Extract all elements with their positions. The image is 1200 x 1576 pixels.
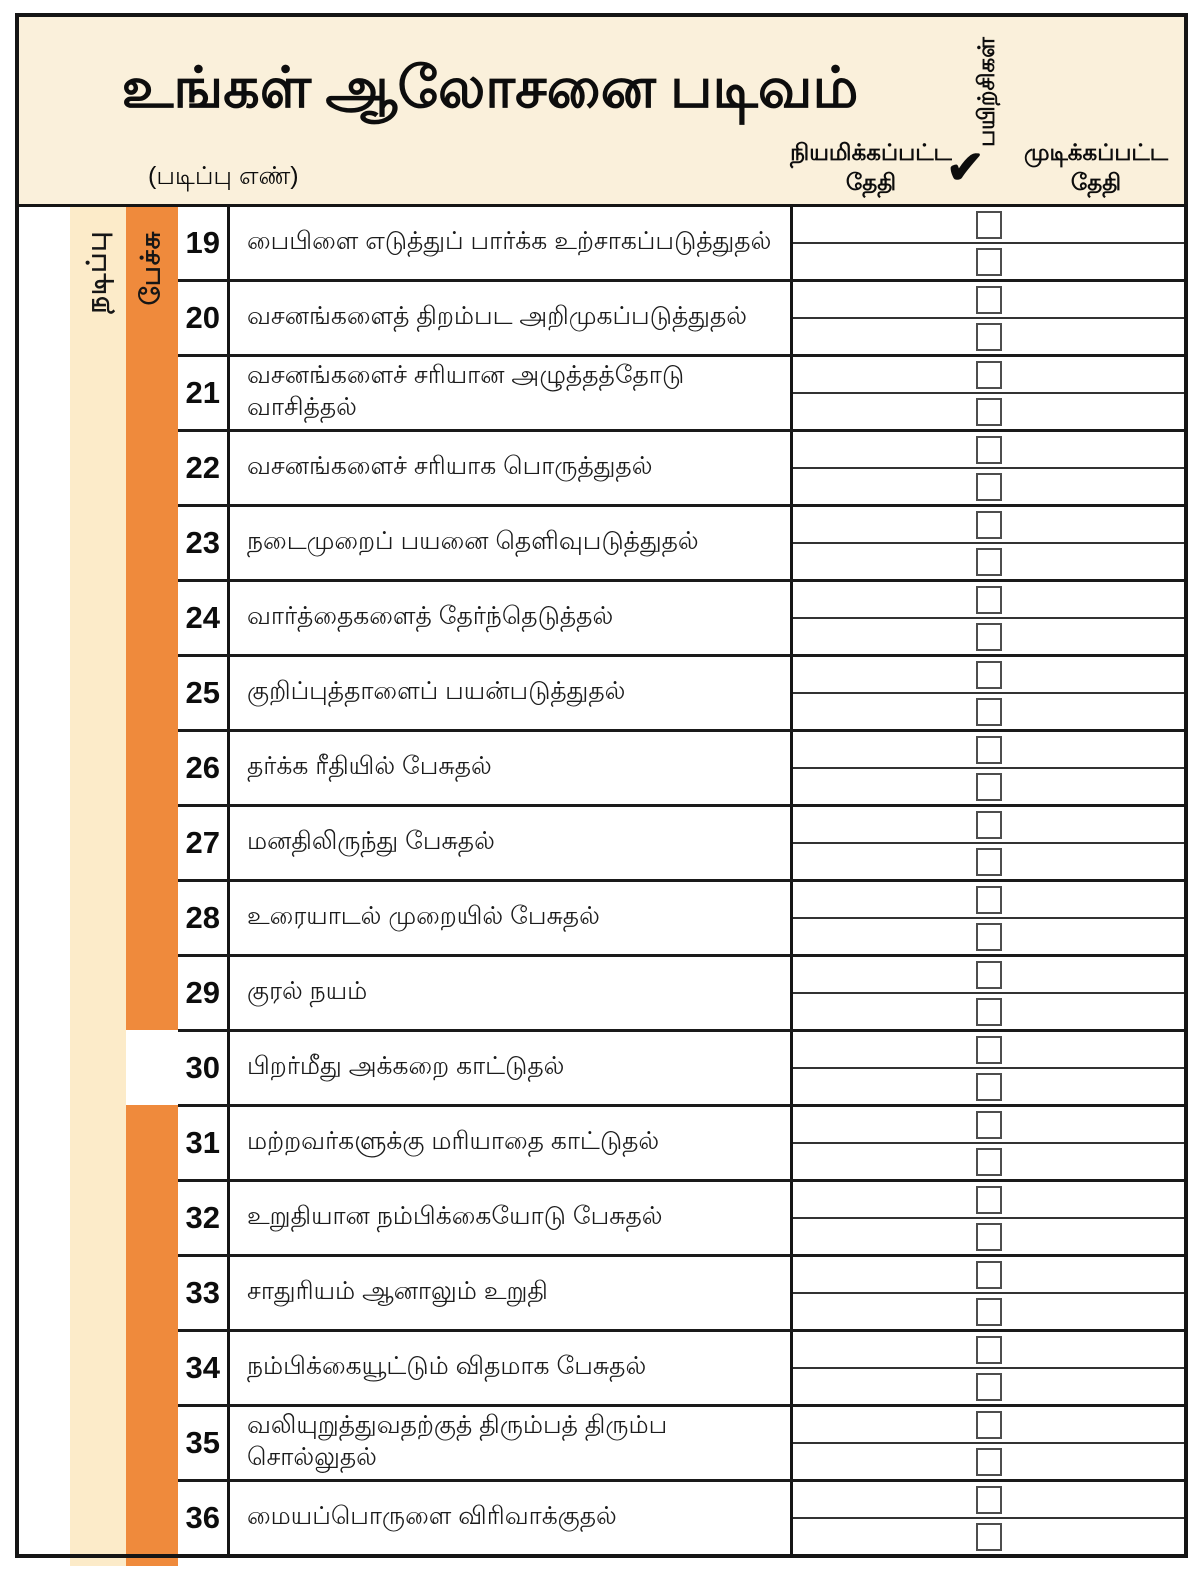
date-subrow-1 [793, 1032, 1184, 1069]
category-band-cream [70, 204, 126, 1566]
row-date-cells [793, 957, 1184, 1029]
exercise-checkbox[interactable] [976, 923, 1002, 951]
table-row [178, 207, 1184, 282]
exercise-checkbox[interactable] [976, 473, 1002, 501]
row-number: 35 [178, 1407, 230, 1479]
row-text: வசனங்களைச் சரியாக பொருத்துதல் [230, 432, 793, 504]
exercise-checkbox[interactable] [976, 436, 1002, 464]
row-number: 34 [178, 1332, 230, 1404]
table-row [178, 432, 1184, 507]
table-row [178, 582, 1184, 657]
table-row [178, 732, 1184, 807]
table-row [178, 1257, 1184, 1332]
row-number: 36 [178, 1482, 230, 1554]
exercise-checkbox[interactable] [976, 773, 1002, 801]
category-label-speech: பேச்சு [135, 230, 166, 306]
exercise-checkbox[interactable] [976, 1036, 1002, 1064]
date-subrow-1 [793, 732, 1184, 769]
table-row [178, 957, 1184, 1032]
date-subrow-2 [793, 994, 1184, 1029]
assigned-date-header [780, 137, 962, 197]
row-date-cells [793, 1182, 1184, 1254]
row-date-cells [793, 1332, 1184, 1404]
table-row [178, 357, 1184, 432]
exercise-checkbox[interactable] [976, 736, 1002, 764]
exercise-checkbox[interactable] [976, 361, 1002, 389]
row-number: 24 [178, 582, 230, 654]
table-row [178, 1182, 1184, 1257]
date-subrow-2 [793, 1069, 1184, 1104]
date-subrow-1 [793, 882, 1184, 919]
row-date-cells [793, 282, 1184, 354]
row-date-cells [793, 882, 1184, 954]
row-text: குரல் நயம் [230, 957, 793, 1029]
date-subrow-1 [793, 1332, 1184, 1369]
table-row [178, 1107, 1184, 1182]
counsel-points-table [178, 207, 1184, 1554]
row-date-cells [793, 1107, 1184, 1179]
row-number: 28 [178, 882, 230, 954]
table-row [178, 1332, 1184, 1407]
exercise-checkbox[interactable] [976, 586, 1002, 614]
assigned-date-line2: தேதி [845, 169, 897, 195]
exercise-checkbox[interactable] [976, 886, 1002, 914]
row-number: 29 [178, 957, 230, 1029]
date-subrow-2 [793, 244, 1184, 279]
date-subrow-2 [793, 319, 1184, 354]
date-subrow-2 [793, 394, 1184, 429]
date-subrow-2 [793, 1219, 1184, 1254]
row-date-cells [793, 807, 1184, 879]
exercise-checkbox[interactable] [976, 1448, 1002, 1476]
date-subrow-2 [793, 1294, 1184, 1329]
row-date-cells [793, 432, 1184, 504]
date-subrow-1 [793, 507, 1184, 544]
exercise-checkbox[interactable] [976, 1298, 1002, 1326]
exercise-checkbox[interactable] [976, 1073, 1002, 1101]
row-text: உரையாடல் முறையில் பேசுதல் [230, 882, 793, 954]
row-text: பிறர்மீது அக்கறை காட்டுதல் [230, 1032, 793, 1104]
row-date-cells [793, 657, 1184, 729]
date-subrow-2 [793, 1369, 1184, 1404]
table-row [178, 1482, 1184, 1554]
date-subrow-2 [793, 769, 1184, 804]
completed-date-line1: முடிக்கப்பட்ட [1023, 139, 1169, 165]
row-text: மையப்பொருளை விரிவாக்குதல் [230, 1482, 793, 1554]
assigned-date-line1: நியமிக்கப்பட்ட [790, 139, 952, 165]
study-number-label: (படிப்பு எண்) [148, 162, 299, 190]
table-row [178, 807, 1184, 882]
row-text: வசனங்களைத் திறம்பட அறிமுகப்படுத்துதல் [230, 282, 793, 354]
row-date-cells [793, 357, 1184, 429]
date-subrow-2 [793, 469, 1184, 504]
row-text: தர்க்க ரீதியில் பேசுதல் [230, 732, 793, 804]
completed-date-header [1010, 137, 1182, 197]
row-text: குறிப்புத்தாளைப் பயன்படுத்துதல் [230, 657, 793, 729]
date-subrow-1 [793, 1407, 1184, 1444]
exercise-checkbox[interactable] [976, 1336, 1002, 1364]
exercise-checkbox[interactable] [976, 623, 1002, 651]
row-text: வார்த்தைகளைத் தேர்ந்தெடுத்தல் [230, 582, 793, 654]
date-subrow-2 [793, 544, 1184, 579]
date-subrow-1 [793, 582, 1184, 619]
exercise-checkbox[interactable] [976, 511, 1002, 539]
row-number: 32 [178, 1182, 230, 1254]
exercise-checkbox[interactable] [976, 211, 1002, 239]
date-subrow-1 [793, 432, 1184, 469]
row-date-cells [793, 1257, 1184, 1329]
table-row [178, 882, 1184, 957]
table-row [178, 1032, 1184, 1107]
row-number: 26 [178, 732, 230, 804]
form-title: உங்கள் ஆலோசனை படிவம் [121, 57, 859, 120]
table-row [178, 1407, 1184, 1482]
date-subrow-2 [793, 1144, 1184, 1179]
row-date-cells [793, 582, 1184, 654]
completed-date-line2: தேதி [1070, 169, 1122, 195]
category-band-orange-lower [126, 1105, 178, 1566]
row-text: நடைமுறைப் பயனை தெளிவுபடுத்துதல் [230, 507, 793, 579]
exercise-checkbox[interactable] [976, 1261, 1002, 1289]
date-subrow-2 [793, 694, 1184, 729]
exercise-checkbox[interactable] [976, 548, 1002, 576]
exercise-checkbox[interactable] [976, 286, 1002, 314]
exercise-checkbox[interactable] [976, 811, 1002, 839]
exercise-checkbox[interactable] [976, 961, 1002, 989]
row-number: 33 [178, 1257, 230, 1329]
date-subrow-1 [793, 957, 1184, 994]
date-subrow-2 [793, 844, 1184, 879]
row-text: சாதுரியம் ஆனாலும் உறுதி [230, 1257, 793, 1329]
row-number: 30 [178, 1032, 230, 1104]
row-date-cells [793, 1407, 1184, 1479]
row-date-cells [793, 507, 1184, 579]
exercise-checkbox[interactable] [976, 998, 1002, 1026]
date-subrow-1 [793, 357, 1184, 394]
row-number: 27 [178, 807, 230, 879]
exercise-checkbox[interactable] [976, 661, 1002, 689]
table-row [178, 507, 1184, 582]
exercises-header-vertical: பயிற்சிகள் [973, 37, 999, 147]
date-subrow-1 [793, 657, 1184, 694]
category-label-acting: நடிப்பு [81, 230, 112, 314]
checkmark-icon: ✔ [946, 141, 985, 193]
row-text: வசனங்களைச் சரியான அழுத்தத்தோடு வாசித்தல் [230, 357, 793, 429]
date-subrow-1 [793, 807, 1184, 844]
row-number: 22 [178, 432, 230, 504]
exercise-checkbox[interactable] [976, 323, 1002, 351]
row-number: 25 [178, 657, 230, 729]
row-number: 19 [178, 207, 230, 279]
row-date-cells [793, 732, 1184, 804]
row-date-cells [793, 207, 1184, 279]
exercise-checkbox[interactable] [976, 698, 1002, 726]
date-subrow-2 [793, 619, 1184, 654]
row-text: மனதிலிருந்து பேசுதல் [230, 807, 793, 879]
table-row [178, 657, 1184, 732]
date-subrow-2 [793, 919, 1184, 954]
exercise-checkbox[interactable] [976, 1186, 1002, 1214]
date-subrow-1 [793, 207, 1184, 244]
row-number: 23 [178, 507, 230, 579]
exercise-checkbox[interactable] [976, 1111, 1002, 1139]
date-subrow-1 [793, 1257, 1184, 1294]
date-subrow-1 [793, 1107, 1184, 1144]
date-subrow-2 [793, 1444, 1184, 1479]
table-top-border [19, 204, 1184, 207]
exercise-checkbox[interactable] [976, 1223, 1002, 1251]
exercise-checkbox[interactable] [976, 1523, 1002, 1551]
row-number: 21 [178, 357, 230, 429]
row-text: வலியுறுத்துவதற்குத் திரும்பத் திரும்ப சொல்லுதல் [230, 1407, 793, 1479]
exercise-checkbox[interactable] [976, 398, 1002, 426]
exercise-checkbox[interactable] [976, 248, 1002, 276]
date-subrow-2 [793, 1519, 1184, 1554]
row-text: மற்றவர்களுக்கு மரியாதை காட்டுதல் [230, 1107, 793, 1179]
date-subrow-1 [793, 1182, 1184, 1219]
date-subrow-1 [793, 1482, 1184, 1519]
row-date-cells [793, 1032, 1184, 1104]
row-text: உறுதியான நம்பிக்கையோடு பேசுதல் [230, 1182, 793, 1254]
exercise-checkbox[interactable] [976, 848, 1002, 876]
row-number: 20 [178, 282, 230, 354]
row-number: 31 [178, 1107, 230, 1179]
table-row [178, 282, 1184, 357]
category-band-orange-upper [126, 204, 178, 1030]
row-date-cells [793, 1482, 1184, 1554]
date-subrow-1 [793, 282, 1184, 319]
row-text: நம்பிக்கையூட்டும் விதமாக பேசுதல் [230, 1332, 793, 1404]
row-text: பைபிளை எடுத்துப் பார்க்க உற்சாகப்படுத்துதல் [230, 207, 793, 279]
exercise-checkbox[interactable] [976, 1411, 1002, 1439]
exercise-checkbox[interactable] [976, 1148, 1002, 1176]
exercise-checkbox[interactable] [976, 1486, 1002, 1514]
exercise-checkbox[interactable] [976, 1373, 1002, 1401]
